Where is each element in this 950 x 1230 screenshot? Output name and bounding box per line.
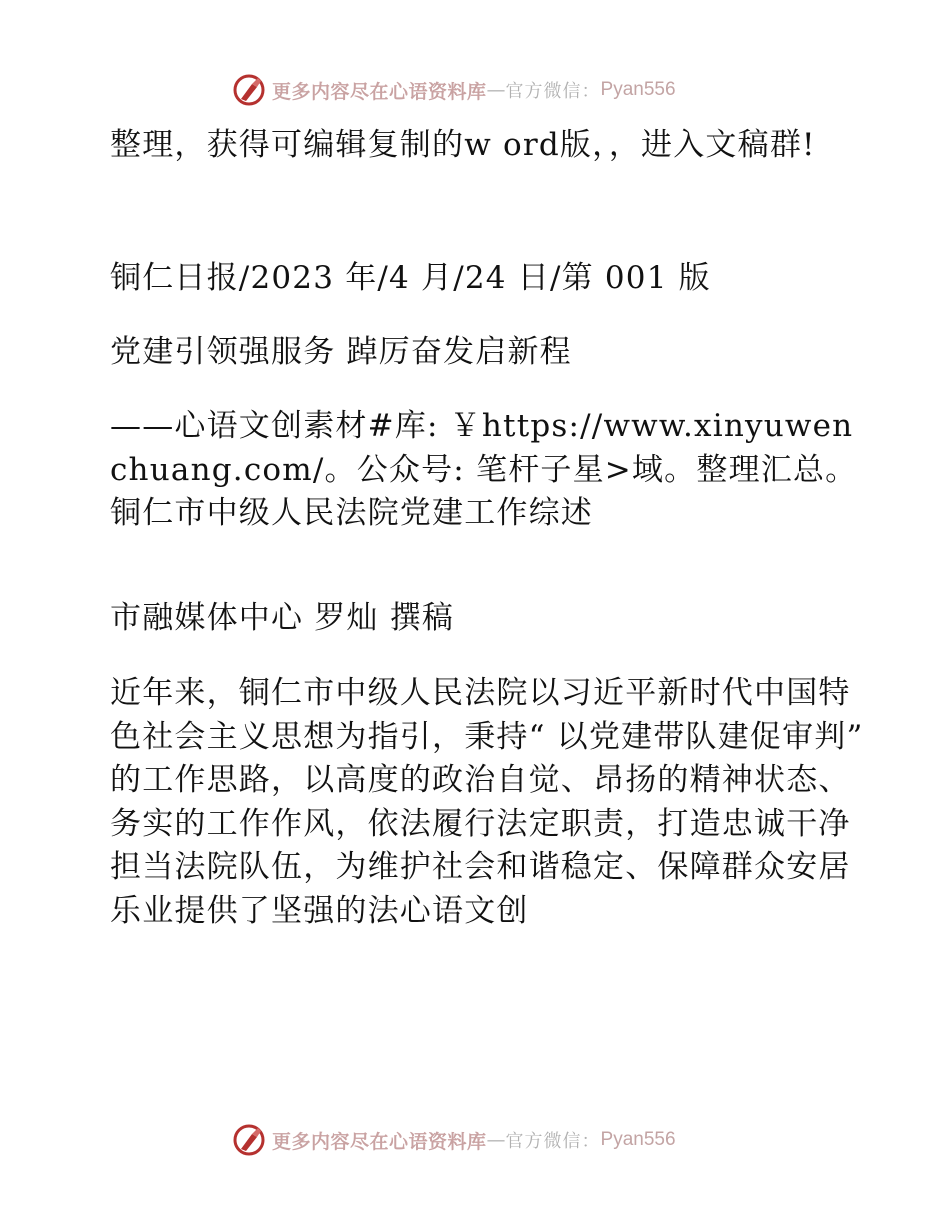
footer-separator: — bbox=[486, 1129, 506, 1151]
footer-wechat-label: 官方微信： bbox=[505, 1131, 601, 1152]
dateline: 铜仁日报/2023 年/4 月/24 日/第 001 版 bbox=[110, 260, 711, 296]
intro-text: 整理，获得可编辑复制的w ord版，，进入文稿群! bbox=[110, 127, 816, 163]
footer-banner bbox=[232, 1120, 676, 1160]
subhead: ——心语文创素材#库: ￥https://www.xinyuwenchuang.com/。公众号: 笔杆子星>域。整理汇总。铜仁市中级人民法院党建工作综述 bbox=[110, 408, 858, 531]
header-wechat-account: Pyan556 bbox=[600, 79, 676, 100]
footer-brand-text: 更多内容尽在心语资料库 bbox=[272, 1130, 487, 1153]
header-banner bbox=[232, 70, 676, 110]
header-separator: — bbox=[486, 79, 506, 101]
footer-wechat-account: Pyan556 bbox=[600, 1129, 676, 1150]
pen-nib-logo-icon bbox=[232, 1123, 266, 1157]
header-wechat-label: 官方微信： bbox=[505, 81, 601, 102]
byline: 市融媒体中心 罗灿 撰稿 bbox=[110, 600, 455, 636]
pen-nib-logo-icon bbox=[232, 73, 266, 107]
header-brand-text: 更多内容尽在心语资料库 bbox=[272, 80, 487, 103]
headline: 党建引领强服务 踔厉奋发启新程 bbox=[110, 334, 572, 370]
body-paragraph: 近年来，铜仁市中级人民法院以习近平新时代中国特色社会主义思想为指引，秉持“ 以党建带队建促审判” 的工作思路，以高度的政治自觉、昂扬的精神状态、务实的工作作风，依法履行法定职责，打造忠诚干净担当法院队伍，为维护社会和谐稳定、保障群众安居乐业提供了坚强的法心语文创 bbox=[110, 675, 864, 929]
